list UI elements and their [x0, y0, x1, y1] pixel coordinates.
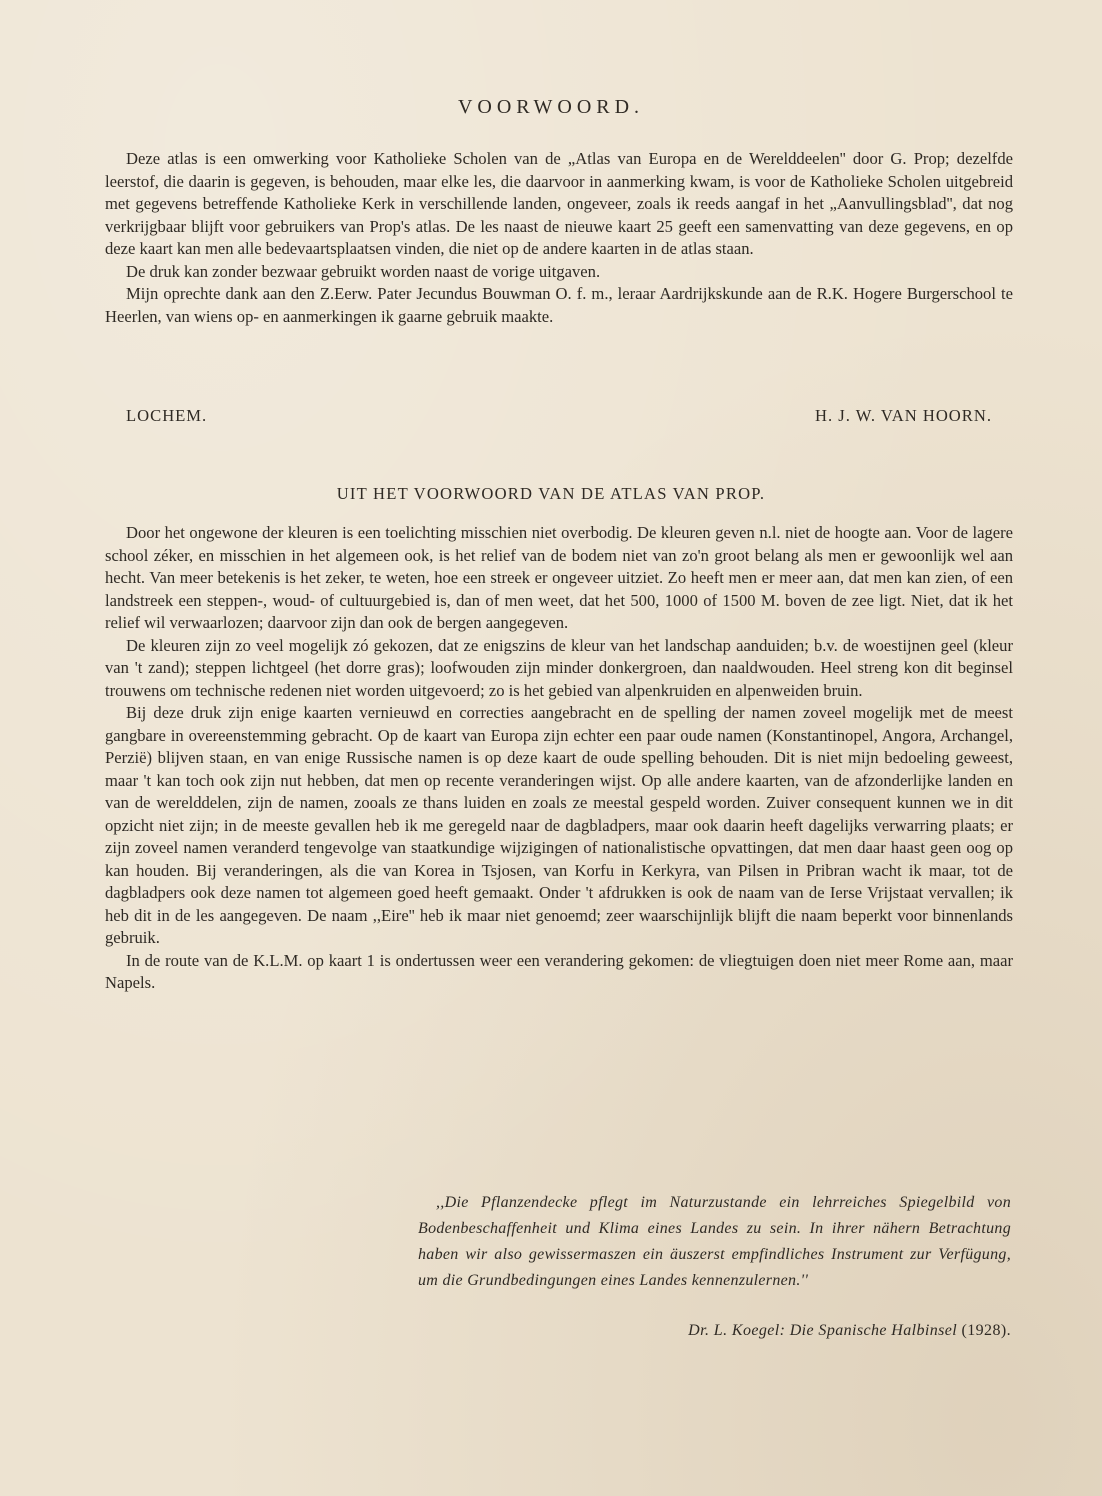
quote-author: Dr. L. Koegel: Die Spanische Halbinsel [688, 1322, 958, 1339]
prop-foreword-section [105, 522, 1013, 995]
foreword-paragraph-2: De druk kan zonder bezwaar gebruikt worden naast de vorige uitgaven. [126, 261, 601, 281]
prop-paragraph-1: Door het ongewone der kleuren is een toelichting misschien niet overbodig. De kleuren geven n.l. niet de hoogte aan. Voor de lagere school zéker, en misschien in het algemeen ook, is het relief van de bodem niet van zo'n groot belang als men er gewoonlijk wel aan hecht. Van meer betekenis is het zeker, te weten, hoe een streek er ongeveer uitziet. Zo heeft men er meer aan, dat men kan zien, of een landstreek een steppen-, woud- of cultuurgebied is, dan of men weet, dat het 500, 1000 of 1500 M. boven de zee ligt. Niet, dat ik het relief wil verwaarlozen; daarvoor zijn dan ook de bergen aangegeven. [105, 523, 1013, 632]
quote-year: (1928). [961, 1322, 1011, 1339]
author-signature: H. J. W. VAN HOORN. [815, 406, 992, 425]
prop-paragraph-4: In de route van de K.L.M. op kaart 1 is ondertussen weer een verandering gekomen: de vliegtuigen doen niet meer Rome aan, maar Napels. [105, 950, 1013, 992]
quote-attribution [688, 1322, 1011, 1340]
quote-text: ,,Die Pflanzendecke pflegt im Naturzustande ein lehrreiches Spiegelbild von Bodenbeschaffenheit und Klima eines Landes zu sein. In ihrer nähern Betrachtung haben wir also gewissermaszen ein äuszerst empfindliches Instrument zur Verfügung, um die Grundbedingungen eines Landes kennenzulernen.'' [418, 1194, 1011, 1289]
page-title: VOORWOORD. [457, 96, 645, 118]
section-title: UIT HET VOORWOORD VAN DE ATLAS VAN PROP. [336, 484, 766, 503]
epigraph-quote [418, 1190, 1011, 1294]
foreword-paragraph-3: Mijn oprechte dank aan den Z.Eerw. Pater Jecundus Bouwman O. f. m., leraar Aardrijkskunde aan de R.K. Hogere Burgerschool te Heerlen, van wiens op- en aanmerkingen ik gaarne gebruik maakte. [105, 284, 1013, 326]
foreword-paragraph-1: Deze atlas is een omwerking voor Katholieke Scholen van de „Atlas van Europa en de Werelddeelen'' door G. Prop; dezelfde leerstof, die daarin is gegeven, is behouden, maar elke les, die daarvoor in aanmerking kwam, is voor de Katholieke Scholen uitgebreid met gegevens betreffende Katholieke Kerk in verschillende landen, ongeveer, zoals ik reeds aangaf in het „Aanvullingsblad'', dat nog verkrijgbaar blijft voor gebruikers van Prop's atlas. De les naast de nieuwe kaart 25 geeft een samenvatting van deze gegevens, en op deze kaart kan men alle bedevaartsplaatsen vinden, die niet op de andere kaarten in de atlas staan. [105, 149, 1013, 258]
foreword-section [105, 148, 1013, 328]
place-name: LOCHEM. [126, 406, 208, 425]
prop-paragraph-2: De kleuren zijn zo veel mogelijk zó gekozen, dat ze enigszins de kleur van het landschap aanduiden; b.v. de woestijnen geel (kleur van 't zand); steppen lichtgeel (het dorre gras); loofwouden zijn minder donkergroen, dan naaldwouden. Heel streng kon dit beginsel trouwens om technische redenen niet worden uitgevoerd; zo is het gebied van alpenkruiden en alpenweiden bruin. [105, 635, 1013, 700]
prop-paragraph-3: Bij deze druk zijn enige kaarten vernieuwd en correcties aangebracht en de spelling der namen zoveel mogelijk met de meest gangbare in overeenstemming gebracht. Op de kaart van Europa zijn echter een paar oude namen (Konstantinopel, Angora, Archangel, Perzië) blijven staan, en van enige Russische namen is op deze kaart de oude spelling behouden. Dit is niet mijn bedoeling geweest, maar 't kan toch ook zijn nut hebben, dat men op recente veranderingen wijst. Op alle andere kaarten, van de afzonderlijke landen en van de werelddelen, zijn de namen, zooals ze thans luiden en zoals ze meestal gespeld worden. Zuiver consequent kunnen we in dit opzicht niet zijn; in de meeste gevallen heb ik me geregeld naar de dagbladpers, maar ook daarin heeft dagelijks verwarring plaats; er zijn zoveel namen veranderd tengevolge van staatkundige wijzigingen of nationalistische opvattingen, dat men daar haast geen oog op kan houden. Bij veranderingen, als die van Korea in Tsjosen, van Korfu in Kerkyra, van Pilsen in Pribran wacht ik maar, tot de dagbladpers ook deze namen tot algemeen goed heeft gemaakt. Onder 't afdrukken is ook de naam van de Ierse Vrijstaat vervallen; ik heb dit in de les aangegeven. De naam ,,Eire'' heb ik maar niet genoemd; zeer waarschijnlijk blijft die naam beperkt voor binnenlands gebruik. [105, 703, 1013, 947]
